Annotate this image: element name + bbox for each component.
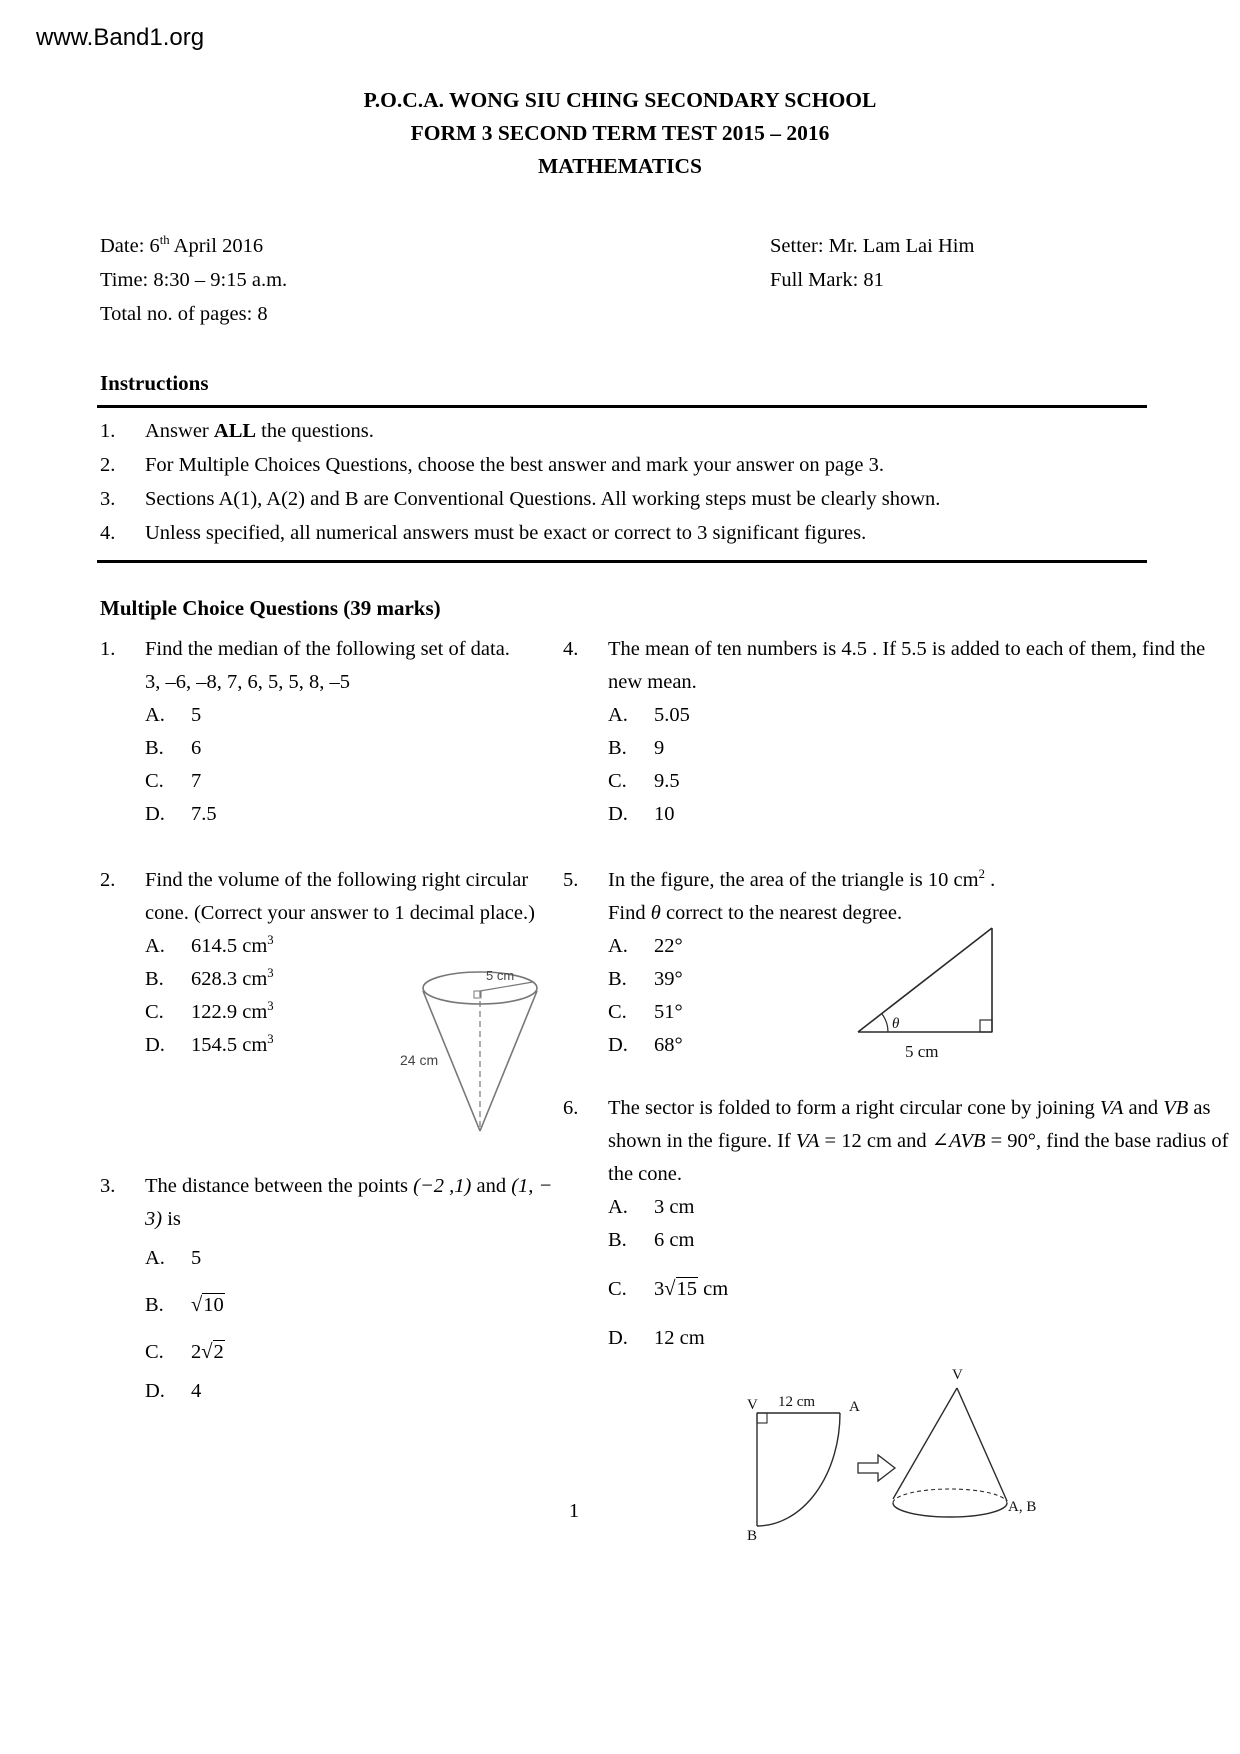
option-value: 6 cm [654,1229,695,1251]
option-label: B. [145,737,164,759]
option-value: 7.5 [191,803,217,825]
question-body [608,633,1240,831]
meta-left [100,229,770,331]
multiple-choice-section [0,596,1240,1544]
mc-section-title: Multiple Choice Questions (39 marks) [100,596,441,620]
two-column-layout [100,633,1240,1544]
sector-a-label: A [849,1399,860,1415]
question-1 [100,633,563,831]
instruction-text: Unless specified, all numerical answers must be exact or correct to 3 significant figures. [145,522,867,544]
site-watermark: www.Band1.org [36,24,205,51]
option-label: A. [145,935,165,957]
question-text: The distance between the points (−2 ,1) and (1, − 3) is [145,1175,553,1230]
triangle-hypotenuse [858,928,992,1032]
right-angle-mark [980,1020,992,1032]
question-number: 5. [563,869,579,891]
instruction-text: For Multiple Choices Questions, choose the best answer and mark your answer on page 3. [145,454,884,476]
option-value: 4 [191,1380,202,1402]
option-label: D. [145,803,165,825]
instructions-list [100,414,1240,550]
option-label: D. [145,1034,165,1056]
option-label: C. [608,1278,627,1300]
instruction-text: Sections A(1), A(2) and B are Conventional Questions. All working steps must be clearly shown. [145,488,941,510]
option-d [145,1375,563,1408]
question-body [608,1092,1240,1355]
cone-radius-label: 5 cm [486,968,515,983]
question-text: The sector is folded to form a right circular cone by joining VA and VB as shown in the figure. If VA = 12 cm and ∠AVB = 90°, find the base radius of the cone. [608,1097,1229,1185]
option-value: 154.5 $cm^3$ [191,1032,274,1056]
question-text-2: Find θ correct to the nearest degree. [608,902,903,924]
instruction-number: 4. [100,522,116,544]
question-number: 4. [563,638,579,660]
cone-base-label: A, B [1008,1499,1037,1515]
sector-b-label: B [747,1528,758,1544]
instruction-item [100,414,1240,448]
cone-height-label: 24 cm [400,1052,439,1068]
question-body [145,1170,563,1408]
theta-angle-arc [882,1014,888,1032]
full-mark: Full Mark: 81 [770,269,884,291]
option-value: 10 [654,803,675,825]
instruction-number: 1. [100,420,116,442]
instructions-section [0,371,1240,563]
option-label: C. [608,770,627,792]
option-label: B. [145,968,164,990]
option-label: A. [608,704,628,726]
option-d [145,798,563,831]
option-label: C. [145,1341,164,1363]
question-text: Find the volume of the following right circular cone. (Correct your answer to 1 decimal place.) [145,869,535,924]
option-d [608,1322,1240,1355]
option-value: 7 [191,770,202,792]
instruction-text: Answer ALL the questions. [145,420,374,442]
cone-right-slant [957,1388,1007,1501]
option-label: D. [608,803,628,825]
option-label: C. [608,1001,627,1023]
instruction-item [100,448,1240,482]
question-2 [100,864,563,1068]
option-value: 628.3 $cm^3$ [191,966,274,990]
option-value: 614.5 $cm^3$ [191,933,274,957]
instruction-item [100,516,1240,550]
test-title: FORM 3 SECOND TERM TEST 2015 – 2016 [410,121,830,145]
instruction-item [100,482,1240,516]
exam-meta [100,229,1240,331]
option-value: 5 [191,704,202,726]
option-value: 3√15 cm [654,1278,729,1300]
option-value: √10 [191,1294,224,1316]
option-value: 12 cm [654,1327,705,1349]
instructions-title: Instructions [100,371,209,395]
option-label: C. [145,1001,164,1023]
option-label: C. [145,770,164,792]
question-body [145,633,563,831]
option-b [608,1224,1240,1257]
subject-title: MATHEMATICS [537,154,703,178]
question-text: In the figure, the area of the triangle is 10 $cm^2$ . [608,867,996,891]
option-label: B. [145,1294,164,1316]
sector-radius-label: 12 cm [778,1394,816,1410]
option-a [608,699,1240,732]
left-column [100,633,563,1408]
option-d [608,798,1240,831]
theta-label: θ [892,1016,900,1032]
cone-right-slant [480,991,537,1131]
question-text: Find the median of the following set of data. [145,638,510,660]
question-number: 6. [563,1097,579,1119]
option-value: 9.5 [654,770,680,792]
question-5 [563,864,1240,1062]
option-a [145,699,563,732]
option-label: B. [608,968,627,990]
option-label: D. [608,1034,628,1056]
data-set-line: 3, –6, –8, 7, 6, 5, 5, 8, –5 [145,671,350,693]
instruction-number: 2. [100,454,116,476]
option-b [145,1289,563,1322]
setter: Setter: Mr. Lam Lai Him [770,235,975,257]
option-value: 9 [654,737,665,759]
triangle-figure [850,920,1015,1065]
cone-figure [398,961,548,1146]
question-6 [563,1092,1240,1544]
exam-time: Time: 8:30 – 9:15 a.m. [100,269,288,291]
triangle-base-label: 5 cm [905,1042,939,1061]
option-value: 3 cm [654,1196,695,1218]
option-value: 2√2 [191,1341,224,1363]
option-a [145,930,563,963]
meta-right [770,229,1240,331]
option-value: 6 [191,737,202,759]
option-b [608,732,1240,765]
option-label: B. [608,1229,627,1251]
option-value: 39° [654,968,683,990]
option-c [145,1336,563,1369]
option-label: D. [608,1327,628,1349]
option-label: A. [145,1247,165,1269]
question-number: 2. [100,869,116,891]
option-label: A. [608,935,628,957]
option-label: B. [608,737,627,759]
question-3 [100,1170,563,1408]
divider-top [97,405,1147,408]
question-number: 1. [100,638,116,660]
page-number: 1 [568,1500,580,1522]
cone-radius-line [480,982,533,991]
option-value: 5.05 [654,704,690,726]
cone-left-slant [893,1388,957,1499]
right-angle-mark [757,1413,767,1423]
option-value: 122.9 $cm^3$ [191,999,274,1023]
question-number: 3. [100,1175,116,1197]
question-4 [563,633,1240,831]
question-text: The mean of ten numbers is 4.5 . If 5.5 is added to each of them, find the new mean. [608,638,1206,693]
sector-v-label: V [747,1397,758,1413]
instruction-number: 3. [100,488,116,510]
option-a [608,1191,1240,1224]
right-column [563,633,1240,1544]
cone-base-ellipse [423,972,537,1004]
option-c [608,1273,1240,1306]
option-label: D. [145,1380,165,1402]
option-value: 22° [654,935,683,957]
option-c [608,765,1240,798]
option-label: A. [145,704,165,726]
school-name: P.O.C.A. WONG SIU CHING SECONDARY SCHOOL [363,88,877,112]
option-value: 51° [654,1001,683,1023]
fold-arrow-icon [858,1455,895,1481]
total-pages: Total no. of pages: 8 [100,303,268,325]
cone-apex-label: V [952,1367,963,1383]
divider-bottom [97,560,1147,563]
option-label: A. [608,1196,628,1218]
option-c [145,765,563,798]
option-value: 68° [654,1034,683,1056]
option-value: 5 [191,1247,202,1269]
exam-date: Date: 6th April 2016 [100,233,264,257]
option-b [145,732,563,765]
option-a [145,1242,563,1275]
